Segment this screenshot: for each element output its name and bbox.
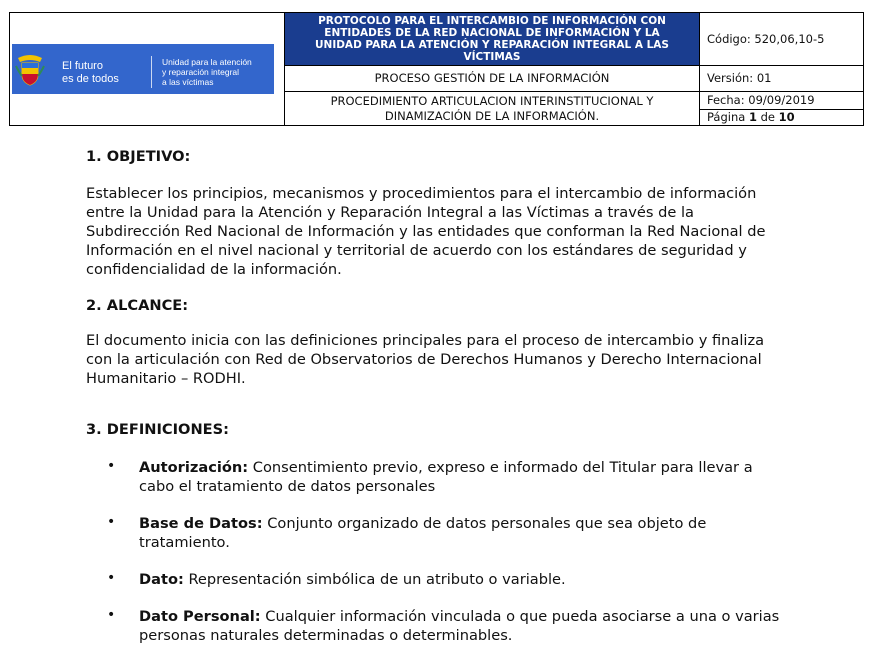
definition-term: Base de Datos: — [139, 515, 263, 532]
page-indicator — [700, 110, 864, 125]
section-heading-alcance: 2. ALCANCE: — [86, 297, 189, 314]
paragraph-line: con la articulación con Red de Observatorios de Derechos Humanos y Derecho Internacional — [86, 351, 762, 368]
document-title — [285, 13, 699, 65]
unit-name — [162, 57, 252, 87]
definition-item — [139, 607, 804, 645]
paragraph-line: Humanitario – RODHI. — [86, 370, 246, 387]
section-heading-definiciones: 3. DEFINICIONES: — [86, 421, 229, 438]
divider — [699, 109, 864, 110]
paragraph-line: entre la Unidad para la Atención y Reparación Integral a las Víctimas a través de la — [86, 204, 694, 221]
procedure-name — [285, 92, 699, 125]
page-prefix: Página — [707, 110, 749, 124]
paragraph-line: Subdirección Red Nacional de Información y las entidades que conforman la Red Nacional de — [86, 223, 766, 240]
title-line: VÍCTIMAS — [463, 51, 521, 63]
unit-line: a las víctimas — [162, 77, 214, 87]
definition-text: cabo el tratamiento de datos personales — [139, 478, 436, 495]
paragraph-line: El documento inicia con las definiciones principales para el proceso de intercambio y finaliza — [86, 332, 765, 349]
definition-item — [139, 570, 804, 589]
paragraph-line: Establecer los principios, mecanismos y procedimientos para el intercambio de información — [86, 185, 757, 202]
page-middle: de — [756, 110, 779, 124]
page-total: 10 — [778, 110, 795, 124]
definition-text: tratamiento. — [139, 534, 230, 551]
paragraph-line: Información en el nivel nacional y territorial de acuerdo con los estándares de seguridad y — [86, 242, 747, 259]
definition-text: Consentimiento previo, expreso e informado del Titular para llevar a — [248, 459, 753, 476]
process-name: PROCESO GESTIÓN DE LA INFORMACIÓN — [374, 71, 610, 85]
procedure-line: DINAMIZACIÓN DE LA INFORMACIÓN. — [384, 109, 600, 123]
definition-term: Dato: — [139, 571, 184, 588]
unit-line: y reparación integral — [162, 67, 240, 77]
bullet-icon: • — [107, 514, 116, 530]
divider — [284, 65, 864, 66]
alcance-paragraph — [86, 331, 804, 388]
brand-slogan — [62, 60, 119, 86]
section-heading-objetivo: 1. OBJETIVO: — [86, 148, 191, 165]
document-code: Código: 520,06,10-5 — [707, 32, 825, 46]
document-date: Fecha: 09/09/2019 — [707, 93, 815, 107]
definition-text: Representación simbólica de un atributo o variable. — [183, 571, 566, 588]
divider — [284, 13, 285, 125]
bullet-icon: • — [107, 570, 116, 586]
divider — [284, 91, 864, 92]
definition-text: personas naturales determinadas o determinables. — [139, 627, 513, 644]
definition-text: Conjunto organizado de datos personales que sea objeto de — [262, 515, 707, 532]
unit-line: Unidad para la atención — [162, 57, 252, 67]
title-line: PROTOCOLO PARA EL INTERCAMBIO DE INFORMACIÓN CON — [318, 15, 666, 27]
paragraph-line: confidencialidad de la información. — [86, 261, 342, 278]
bullet-icon: • — [107, 458, 116, 474]
page-current: 1 — [748, 110, 757, 124]
title-line: UNIDAD PARA LA ATENCIÓN Y REPARACIÓN INTEGRAL A LAS — [315, 39, 669, 51]
definition-text: Cualquier información vinculada o que pueda asociarse a una o varias — [260, 608, 780, 625]
document-version: Versión: 01 — [707, 71, 772, 85]
procedure-line: PROCEDIMIENTO ARTICULACION INTERINSTITUCIONAL Y — [330, 94, 654, 108]
objetivo-paragraph — [86, 184, 804, 279]
brand-separator — [151, 56, 152, 88]
bullet-icon: • — [107, 607, 116, 623]
definition-item — [139, 514, 804, 552]
definition-term: Autorización: — [139, 459, 249, 476]
definition-term: Dato Personal: — [139, 608, 261, 625]
coat-of-arms-icon — [14, 52, 46, 88]
brand-line: El futuro — [62, 60, 103, 72]
definition-item — [139, 458, 804, 496]
brand-line: es de todos — [62, 73, 119, 85]
title-line: ENTIDADES DE LA RED NACIONAL DE INFORMACIÓN Y LA — [324, 27, 660, 39]
